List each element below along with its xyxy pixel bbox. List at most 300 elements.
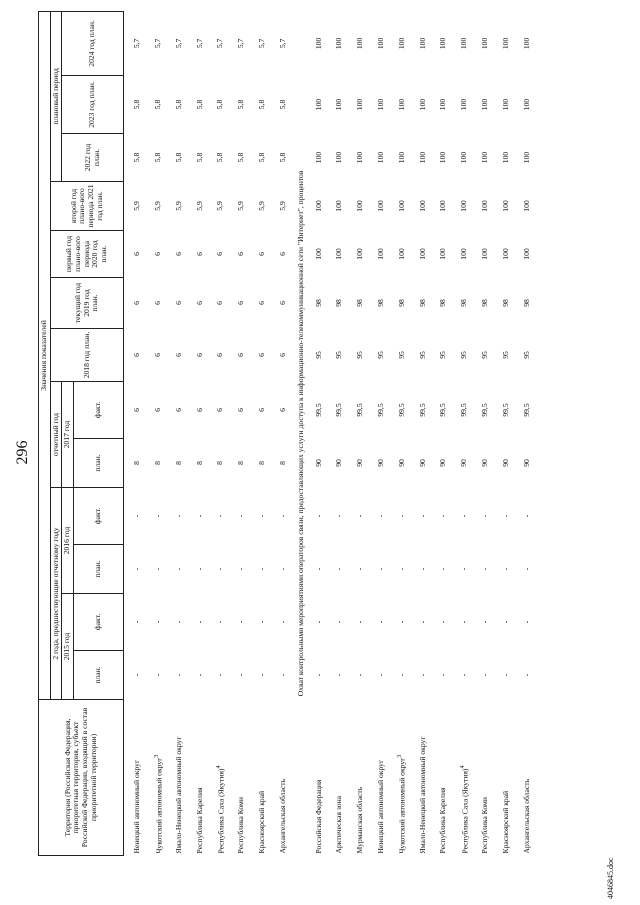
- value-cell: -: [152, 673, 162, 677]
- value-cell: 5,9: [173, 201, 183, 211]
- value-cell: -: [152, 620, 162, 624]
- value-cell: 90: [521, 459, 531, 467]
- value-cell: 90: [375, 459, 385, 467]
- header-2017-plan: план.: [74, 439, 124, 488]
- value-cell: 5,8: [194, 99, 204, 110]
- value-cell: 95: [459, 351, 469, 359]
- value-cell: 5,9: [256, 201, 266, 211]
- value-cell: 6: [215, 252, 225, 256]
- value-cell: -: [173, 514, 183, 518]
- value-cell: 8: [173, 461, 183, 465]
- value-cell: -: [355, 567, 365, 571]
- value-cell: 6: [173, 301, 183, 305]
- value-cell: 6: [152, 252, 162, 256]
- value-cell: -: [375, 567, 385, 571]
- value-cell: -: [313, 620, 323, 624]
- value-cell: 100: [417, 151, 427, 164]
- value-cell: -: [334, 673, 344, 677]
- value-cell: -: [152, 514, 162, 518]
- territory-name: Республика Карелия: [438, 787, 448, 854]
- value-cell: 5,7: [277, 38, 287, 49]
- value-cell: -: [375, 620, 385, 624]
- header-2016-plan: план.: [74, 545, 124, 594]
- territory-name: Красноярский край: [500, 790, 510, 854]
- value-cell: 100: [438, 98, 448, 111]
- value-cell: 6: [277, 252, 287, 256]
- value-cell: 100: [334, 98, 344, 111]
- header-territory: Территория (Российская Федерация, приоритетная территория, субъект Российской Федерации, входящий в состав приоритетной территории): [39, 700, 124, 856]
- value-cell: 100: [417, 98, 427, 111]
- value-cell: 100: [438, 37, 448, 50]
- value-cell: 99,5: [438, 403, 448, 417]
- value-cell: -: [277, 673, 287, 677]
- value-cell: -: [334, 567, 344, 571]
- territory-name: Ямало-Ненецкий автономный округ: [417, 736, 427, 854]
- value-cell: 100: [334, 151, 344, 164]
- value-cell: 8: [256, 461, 266, 465]
- value-cell: -: [132, 673, 142, 677]
- value-cell: 5,8: [277, 152, 287, 163]
- value-cell: 99,5: [500, 403, 510, 417]
- value-cell: -: [521, 567, 531, 571]
- territory-name: Архангельская область: [521, 778, 531, 854]
- value-cell: 100: [396, 37, 406, 50]
- value-cell: -: [194, 567, 204, 571]
- value-cell: 100: [417, 248, 427, 260]
- table-row: [371, 11, 392, 855]
- value-cell: 100: [438, 151, 448, 164]
- value-cell: -: [417, 620, 427, 624]
- value-cell: 90: [438, 459, 448, 467]
- value-cell: 98: [459, 299, 469, 307]
- value-cell: 98: [479, 299, 489, 307]
- page-number: 296: [14, 440, 31, 465]
- territory-name: Архангельская область: [277, 778, 287, 854]
- value-cell: -: [417, 567, 427, 571]
- value-cell: -: [500, 514, 510, 518]
- value-cell: 6: [256, 353, 266, 357]
- value-cell: 98: [334, 299, 344, 307]
- value-cell: 100: [500, 37, 510, 50]
- value-cell: 100: [334, 37, 344, 50]
- value-cell: 100: [355, 200, 365, 212]
- value-cell: -: [152, 567, 162, 571]
- value-cell: 100: [313, 37, 323, 50]
- value-cell: 99,5: [355, 403, 365, 417]
- value-cell: 100: [500, 200, 510, 212]
- value-cell: 6: [152, 408, 162, 412]
- value-cell: 95: [521, 351, 531, 359]
- value-cell: 98: [396, 299, 406, 307]
- table-row: [350, 11, 371, 855]
- value-cell: -: [132, 567, 142, 571]
- section-title-row: [294, 11, 309, 855]
- table-body: [124, 11, 538, 855]
- value-cell: -: [396, 673, 406, 677]
- value-cell: -: [277, 567, 287, 571]
- value-cell: -: [375, 673, 385, 677]
- value-cell: 8: [132, 461, 142, 465]
- value-cell: 100: [459, 248, 469, 260]
- value-cell: 100: [459, 200, 469, 212]
- header-current: текущий год 2019 год план.: [50, 278, 123, 329]
- value-cell: 100: [355, 151, 365, 164]
- value-cell: 5,8: [256, 99, 266, 110]
- value-cell: 6: [194, 353, 204, 357]
- territory-name: Красноярский край: [256, 790, 266, 854]
- territory-name: Республика Саха (Якутия)$^4$: [215, 765, 226, 854]
- value-cell: 100: [459, 37, 469, 50]
- territory-name: Республика Карелия: [194, 787, 204, 854]
- territory-name: Чукотский автономный округ$^3$: [152, 754, 164, 854]
- value-cell: 100: [396, 151, 406, 164]
- value-cell: 5,8: [215, 99, 225, 110]
- table-row: [433, 11, 454, 855]
- value-cell: 100: [375, 37, 385, 50]
- value-cell: 6: [132, 408, 142, 412]
- value-cell: 5,7: [215, 38, 225, 49]
- value-cell: -: [479, 620, 489, 624]
- value-cell: 5,8: [132, 99, 142, 110]
- value-cell: 6: [132, 301, 142, 305]
- value-cell: 6: [132, 252, 142, 256]
- value-cell: 90: [479, 459, 489, 467]
- territory-name: Чукотский автономный округ$^3$: [396, 754, 408, 854]
- value-cell: -: [215, 620, 225, 624]
- value-cell: -: [256, 673, 266, 677]
- value-cell: 95: [396, 351, 406, 359]
- value-cell: 5,8: [236, 99, 246, 110]
- value-cell: 6: [215, 353, 225, 357]
- value-cell: -: [277, 620, 287, 624]
- value-cell: -: [355, 620, 365, 624]
- header-2023: 2023 год план.: [62, 76, 124, 134]
- footnote-mark: 3: [152, 754, 160, 758]
- header-2015-fact: факт.: [74, 594, 124, 651]
- table-row: [413, 11, 434, 855]
- value-cell: 100: [479, 151, 489, 164]
- value-cell: -: [132, 620, 142, 624]
- value-cell: 5,8: [256, 152, 266, 163]
- value-cell: 100: [355, 37, 365, 50]
- value-cell: 5,9: [277, 201, 287, 211]
- value-cell: 5,9: [132, 201, 142, 211]
- value-cell: -: [194, 620, 204, 624]
- value-cell: 95: [479, 351, 489, 359]
- value-cell: -: [355, 514, 365, 518]
- value-cell: 90: [459, 459, 469, 467]
- value-cell: 6: [277, 301, 287, 305]
- value-cell: 100: [479, 98, 489, 111]
- value-cell: -: [313, 567, 323, 571]
- value-cell: -: [236, 620, 246, 624]
- table-row: [190, 11, 211, 855]
- header-report-year: отчетный год: [50, 382, 62, 488]
- value-cell: 6: [256, 301, 266, 305]
- value-cell: 6: [236, 252, 246, 256]
- value-cell: 5,7: [132, 38, 142, 49]
- value-cell: -: [479, 567, 489, 571]
- value-cell: 6: [152, 301, 162, 305]
- header-2018: 2018 год план.: [50, 329, 123, 382]
- table-row: [329, 11, 350, 855]
- value-cell: 90: [313, 459, 323, 467]
- header-prev-years: 2 года, предшествующие отчетному году: [50, 488, 62, 700]
- value-cell: 6: [256, 252, 266, 256]
- value-cell: 6: [236, 408, 246, 412]
- value-cell: -: [355, 673, 365, 677]
- value-cell: 100: [479, 248, 489, 260]
- value-cell: 100: [396, 98, 406, 111]
- table-row: [231, 11, 252, 855]
- value-cell: -: [215, 514, 225, 518]
- header-2017: 2017 год: [62, 382, 74, 488]
- value-cell: 5,8: [173, 99, 183, 110]
- value-cell: -: [417, 673, 427, 677]
- value-cell: -: [500, 620, 510, 624]
- value-cell: 100: [479, 37, 489, 50]
- header-2015: 2015 год: [62, 594, 74, 700]
- value-cell: 6: [256, 408, 266, 412]
- value-cell: 100: [438, 248, 448, 260]
- value-cell: 100: [521, 200, 531, 212]
- value-cell: 6: [236, 353, 246, 357]
- value-cell: 6: [173, 408, 183, 412]
- value-cell: -: [256, 514, 266, 518]
- value-cell: 95: [500, 351, 510, 359]
- value-cell: -: [194, 673, 204, 677]
- value-cell: 6: [132, 353, 142, 357]
- value-cell: 8: [152, 461, 162, 465]
- value-cell: 5,8: [173, 152, 183, 163]
- value-cell: -: [173, 620, 183, 624]
- header-2017-fact: факт.: [74, 382, 124, 439]
- value-cell: 100: [438, 200, 448, 212]
- value-cell: -: [438, 673, 448, 677]
- value-cell: -: [459, 673, 469, 677]
- value-cell: 5,8: [215, 152, 225, 163]
- value-cell: -: [173, 567, 183, 571]
- value-cell: 99,5: [334, 403, 344, 417]
- value-cell: 6: [152, 353, 162, 357]
- header-second-planned: второй год плано-вого периода 2021 год план.: [50, 182, 123, 231]
- table-row: [148, 11, 169, 855]
- value-cell: -: [334, 620, 344, 624]
- value-cell: 100: [313, 248, 323, 260]
- footnote-mark: 4: [215, 765, 223, 769]
- value-cell: -: [313, 514, 323, 518]
- value-cell: 5,7: [256, 38, 266, 49]
- header-2024: 2024 год план.: [62, 11, 124, 75]
- header-2022: 2022 год план.: [62, 134, 124, 182]
- value-cell: 8: [215, 461, 225, 465]
- value-cell: 5,8: [152, 99, 162, 110]
- territory-name: Республика Коми: [236, 797, 246, 854]
- value-cell: -: [479, 673, 489, 677]
- table-row: [454, 11, 475, 855]
- value-cell: 100: [500, 248, 510, 260]
- territory-name: Ямало-Ненецкий автономный округ: [173, 736, 183, 854]
- value-cell: 99,5: [479, 403, 489, 417]
- value-cell: 100: [355, 98, 365, 111]
- value-cell: -: [375, 514, 385, 518]
- value-cell: -: [173, 673, 183, 677]
- section-title: Охват контрольными мероприятиями операторов связи, предоставляющих услуги доступа к информационно-телекоммуникационной сети "Интернет", процентов: [295, 170, 305, 697]
- value-cell: -: [194, 514, 204, 518]
- value-cell: -: [459, 567, 469, 571]
- table-row: [124, 11, 148, 855]
- value-cell: 5,7: [152, 38, 162, 49]
- value-cell: 6: [173, 353, 183, 357]
- value-cell: 100: [521, 151, 531, 164]
- value-cell: 5,8: [132, 152, 142, 163]
- footnote-mark: 3: [396, 754, 404, 758]
- value-cell: 99,5: [396, 403, 406, 417]
- value-cell: -: [256, 620, 266, 624]
- value-cell: -: [236, 567, 246, 571]
- territory-name: Арктическая зона: [334, 795, 344, 854]
- value-cell: 98: [438, 299, 448, 307]
- value-cell: 5,9: [152, 201, 162, 211]
- header-planned-period: плановый период: [50, 11, 62, 181]
- value-cell: 90: [334, 459, 344, 467]
- value-cell: 100: [334, 248, 344, 260]
- header-first-planned: первый год плано-вого периода 2020 год план.: [50, 231, 123, 278]
- value-cell: 6: [194, 252, 204, 256]
- value-cell: 6: [277, 353, 287, 357]
- value-cell: -: [438, 620, 448, 624]
- value-cell: 5,7: [236, 38, 246, 49]
- value-cell: -: [417, 514, 427, 518]
- value-cell: -: [313, 673, 323, 677]
- header-2016: 2016 год: [62, 488, 74, 594]
- value-cell: 100: [459, 98, 469, 111]
- table-row: [252, 11, 273, 855]
- value-cell: -: [215, 673, 225, 677]
- value-cell: 100: [500, 151, 510, 164]
- value-cell: 6: [194, 301, 204, 305]
- value-cell: 99,5: [417, 403, 427, 417]
- territory-name: Мурманская область: [355, 786, 365, 854]
- value-cell: 90: [355, 459, 365, 467]
- table-row: [210, 11, 231, 855]
- value-cell: -: [459, 514, 469, 518]
- value-cell: 95: [313, 351, 323, 359]
- value-cell: 5,7: [173, 38, 183, 49]
- value-cell: 100: [375, 248, 385, 260]
- value-cell: -: [500, 673, 510, 677]
- footnote-mark: 4: [458, 765, 466, 769]
- territory-name: Ненецкий автономный округ: [375, 759, 385, 854]
- value-cell: -: [459, 620, 469, 624]
- value-cell: 90: [417, 459, 427, 467]
- value-cell: 90: [500, 459, 510, 467]
- value-cell: 5,9: [236, 201, 246, 211]
- territory-name: Российская Федерация: [313, 779, 323, 854]
- value-cell: 5,8: [277, 99, 287, 110]
- value-cell: 100: [313, 98, 323, 111]
- value-cell: 5,9: [194, 201, 204, 211]
- value-cell: 6: [215, 301, 225, 305]
- value-cell: 8: [236, 461, 246, 465]
- value-cell: 99,5: [313, 403, 323, 417]
- value-cell: 100: [396, 248, 406, 260]
- value-cell: 6: [194, 408, 204, 412]
- value-cell: -: [396, 567, 406, 571]
- territory-name: Республика Коми: [479, 797, 489, 854]
- value-cell: 98: [313, 299, 323, 307]
- value-cell: -: [521, 673, 531, 677]
- table-row: [475, 11, 496, 855]
- header-values: Значения показателей: [39, 11, 51, 699]
- value-cell: 100: [417, 37, 427, 50]
- value-cell: -: [479, 514, 489, 518]
- table-row: [517, 11, 538, 855]
- value-cell: 98: [375, 299, 385, 307]
- value-cell: 98: [521, 299, 531, 307]
- value-cell: 95: [375, 351, 385, 359]
- value-cell: -: [334, 514, 344, 518]
- value-cell: 5,7: [194, 38, 204, 49]
- value-cell: 99,5: [521, 403, 531, 417]
- value-cell: 100: [521, 98, 531, 111]
- value-cell: 6: [236, 301, 246, 305]
- table-header: [39, 11, 124, 855]
- value-cell: 90: [396, 459, 406, 467]
- value-cell: 100: [375, 200, 385, 212]
- table-row: [169, 11, 190, 855]
- value-cell: 100: [417, 200, 427, 212]
- value-cell: 6: [173, 252, 183, 256]
- header-2015-plan: план.: [74, 651, 124, 700]
- indicators-table: [38, 11, 537, 856]
- value-cell: -: [236, 673, 246, 677]
- value-cell: -: [256, 567, 266, 571]
- value-cell: -: [277, 514, 287, 518]
- territory-name: Ненецкий автономный округ: [132, 759, 142, 854]
- value-cell: 6: [277, 408, 287, 412]
- header-2016-fact: факт.: [74, 488, 124, 545]
- value-cell: -: [396, 620, 406, 624]
- value-cell: 100: [479, 200, 489, 212]
- value-cell: 98: [417, 299, 427, 307]
- value-cell: 5,9: [215, 201, 225, 211]
- value-cell: 95: [334, 351, 344, 359]
- value-cell: -: [438, 514, 448, 518]
- value-cell: 100: [355, 248, 365, 260]
- value-cell: -: [236, 514, 246, 518]
- value-cell: 100: [375, 98, 385, 111]
- value-cell: 100: [375, 151, 385, 164]
- value-cell: 95: [438, 351, 448, 359]
- value-cell: 100: [521, 248, 531, 260]
- value-cell: 100: [459, 151, 469, 164]
- table-row: [392, 11, 413, 855]
- table-row: [309, 11, 330, 855]
- value-cell: 5,8: [236, 152, 246, 163]
- value-cell: 5,8: [194, 152, 204, 163]
- value-cell: -: [500, 567, 510, 571]
- table-row: [273, 11, 294, 855]
- value-cell: -: [521, 620, 531, 624]
- value-cell: 100: [500, 98, 510, 111]
- value-cell: 98: [500, 299, 510, 307]
- table-row: [496, 11, 517, 855]
- value-cell: 100: [334, 200, 344, 212]
- value-cell: 100: [313, 151, 323, 164]
- value-cell: 100: [313, 200, 323, 212]
- value-cell: 95: [355, 351, 365, 359]
